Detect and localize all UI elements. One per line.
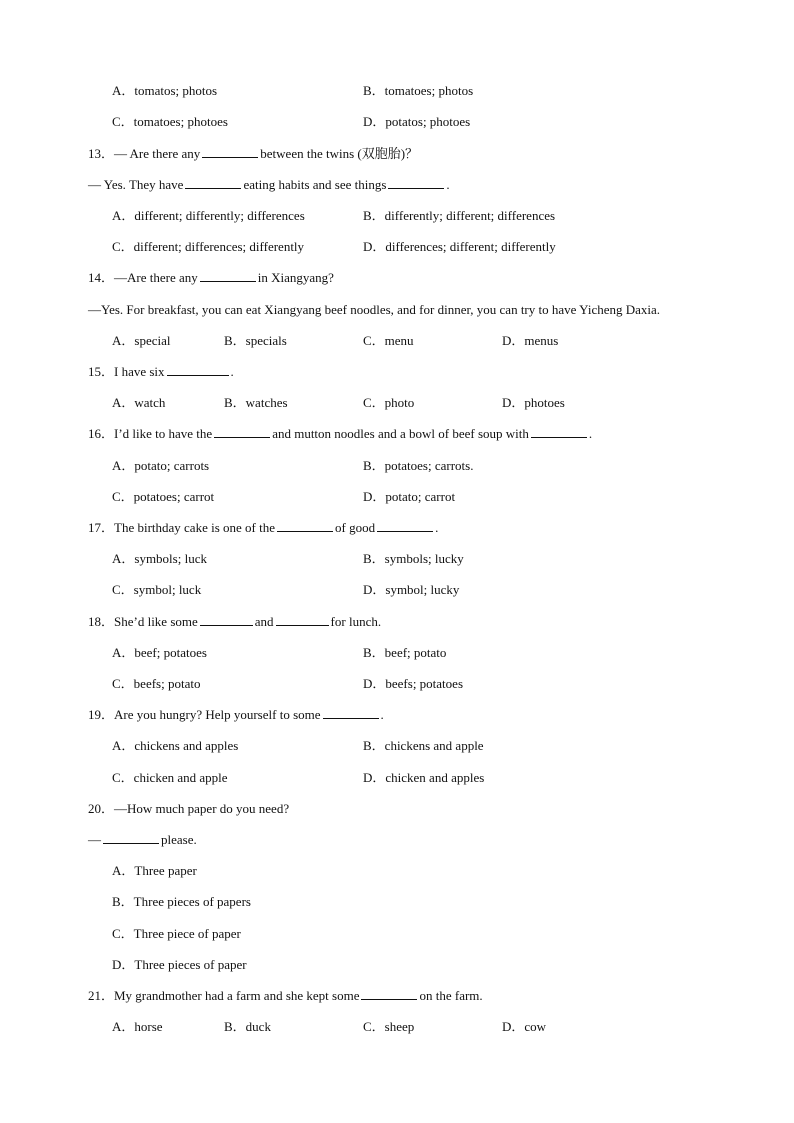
q14-stem: 14．—Are there any in Xiangyang? <box>88 270 334 285</box>
q12-option-d[interactable]: D．potatos; photoes <box>363 114 471 129</box>
q20-option-row-a <box>0 861 794 881</box>
answer-blank[interactable] <box>388 176 444 189</box>
q21-stem: 21．My grandmother had a farm and she kept some on the farm. <box>88 988 483 1003</box>
q21-option-d[interactable]: D．cow <box>502 1019 547 1034</box>
q18-option-d[interactable]: D．beefs; potatoes <box>363 676 464 691</box>
q14-option-b[interactable]: B．specials <box>224 333 287 348</box>
q17-option-d[interactable]: D．symbol; lucky <box>363 582 460 597</box>
q19-option-c[interactable]: C．chicken and apple <box>112 770 228 785</box>
q14-option-d[interactable]: D．menus <box>502 333 559 348</box>
q19-stem: 19．Are you hungry? Help yourself to some . <box>88 707 384 722</box>
q20-stem: 20．—How much paper do you need? <box>88 801 290 816</box>
answer-blank[interactable] <box>276 613 329 626</box>
q15-option-b[interactable]: B．watches <box>224 395 288 410</box>
q18-option-a[interactable]: A．beef; potatoes <box>112 645 207 660</box>
q18-option-c[interactable]: C．beefs; potato <box>112 676 201 691</box>
q17-stem: 17．The birthday cake is one of the of good . <box>88 520 439 535</box>
q16-option-d[interactable]: D．potato; carrot <box>363 489 456 504</box>
q13-stem-line-2: — Yes. They have eating habits and see things . <box>88 177 450 192</box>
q12-option-a[interactable]: A．tomatos; photos <box>112 83 218 98</box>
q16-option-c[interactable]: C．potatoes; carrot <box>112 489 215 504</box>
q17-option-c[interactable]: C．symbol; luck <box>112 582 202 597</box>
answer-blank[interactable] <box>214 425 270 438</box>
q21-option-c[interactable]: C．sheep <box>363 1019 415 1034</box>
q17-option-a[interactable]: A．symbols; luck <box>112 551 207 566</box>
q19-option-b[interactable]: B．chickens and apple <box>363 738 484 753</box>
q16-options-row-1 <box>0 456 794 476</box>
answer-blank[interactable] <box>377 519 433 532</box>
q16-option-a[interactable]: A．potato; carrots <box>112 458 210 473</box>
q20-option-b[interactable]: B．Three pieces of papers <box>112 894 251 909</box>
answer-blank[interactable] <box>200 613 253 626</box>
q21-options-row <box>0 1017 794 1037</box>
q13-option-a[interactable]: A．different; differently; differences <box>112 208 305 223</box>
q12-options-row-2 <box>0 112 794 132</box>
q16-option-b[interactable]: B．potatoes; carrots. <box>363 458 474 473</box>
q21-option-a[interactable]: A．horse <box>112 1019 163 1034</box>
q20-option-a[interactable]: A．Three paper <box>112 863 197 878</box>
answer-blank[interactable] <box>103 831 159 844</box>
q12-option-c[interactable]: C．tomatoes; photoes <box>112 114 228 129</box>
q13-option-b[interactable]: B．differently; different; differences <box>363 208 556 223</box>
q18-options-row-2 <box>0 674 794 694</box>
q20-option-row-d <box>0 955 794 975</box>
q14-option-a[interactable]: A．special <box>112 333 171 348</box>
answer-blank[interactable] <box>185 176 241 189</box>
q20-option-row-b <box>0 892 794 912</box>
q18-option-b[interactable]: B．beef; potato <box>363 645 447 660</box>
q18-stem: 18．She’d like some and for lunch. <box>88 614 382 629</box>
q20-option-row-c <box>0 924 794 944</box>
answer-blank[interactable] <box>202 145 258 158</box>
q17-option-b[interactable]: B．symbols; lucky <box>363 551 464 566</box>
q13-option-c[interactable]: C．different; differences; differently <box>112 239 305 254</box>
q14-stem-line-2: —Yes. For breakfast, you can eat Xiangyang beef noodles, and for dinner, you can try to have Yicheng Daxia. <box>88 302 661 317</box>
q13-options-row-1 <box>0 206 794 226</box>
q13-options-row-2 <box>0 237 794 257</box>
q19-option-d[interactable]: D．chicken and apples <box>363 770 485 785</box>
q12-option-b[interactable]: B．tomatoes; photos <box>363 83 474 98</box>
answer-blank[interactable] <box>361 987 417 1000</box>
q21-option-b[interactable]: B．duck <box>224 1019 271 1034</box>
q19-options-row-1 <box>0 736 794 756</box>
q20-stem-line-2: — please. <box>88 832 197 847</box>
q16-stem: 16．I’d like to have the and mutton noodles and a bowl of beef soup with . <box>88 426 593 441</box>
answer-blank[interactable] <box>531 425 587 438</box>
q20-option-d[interactable]: D．Three pieces of paper <box>112 957 247 972</box>
q15-option-d[interactable]: D．photoes <box>502 395 565 410</box>
q15-options-row <box>0 393 794 413</box>
q15-option-a[interactable]: A．watch <box>112 395 166 410</box>
q12-options-row-1 <box>0 81 794 101</box>
answer-blank[interactable] <box>277 519 333 532</box>
q13-option-d[interactable]: D．differences; different; differently <box>363 239 556 254</box>
q19-options-row-2 <box>0 768 794 788</box>
q18-options-row-1 <box>0 643 794 663</box>
q15-option-c[interactable]: C．photo <box>363 395 415 410</box>
q13-stem: 13．— Are there any between the twins (双胞胎)？ <box>88 146 419 161</box>
answer-blank[interactable] <box>323 706 379 719</box>
q17-options-row-2 <box>0 580 794 600</box>
q14-option-c[interactable]: C．menu <box>363 333 414 348</box>
q17-options-row-1 <box>0 549 794 569</box>
q19-option-a[interactable]: A．chickens and apples <box>112 738 239 753</box>
answer-blank[interactable] <box>200 269 256 282</box>
q16-options-row-2 <box>0 487 794 507</box>
answer-blank[interactable] <box>167 363 229 376</box>
q20-option-c[interactable]: C．Three piece of paper <box>112 926 241 941</box>
q15-stem: 15．I have six . <box>88 364 234 379</box>
q14-options-row <box>0 331 794 351</box>
